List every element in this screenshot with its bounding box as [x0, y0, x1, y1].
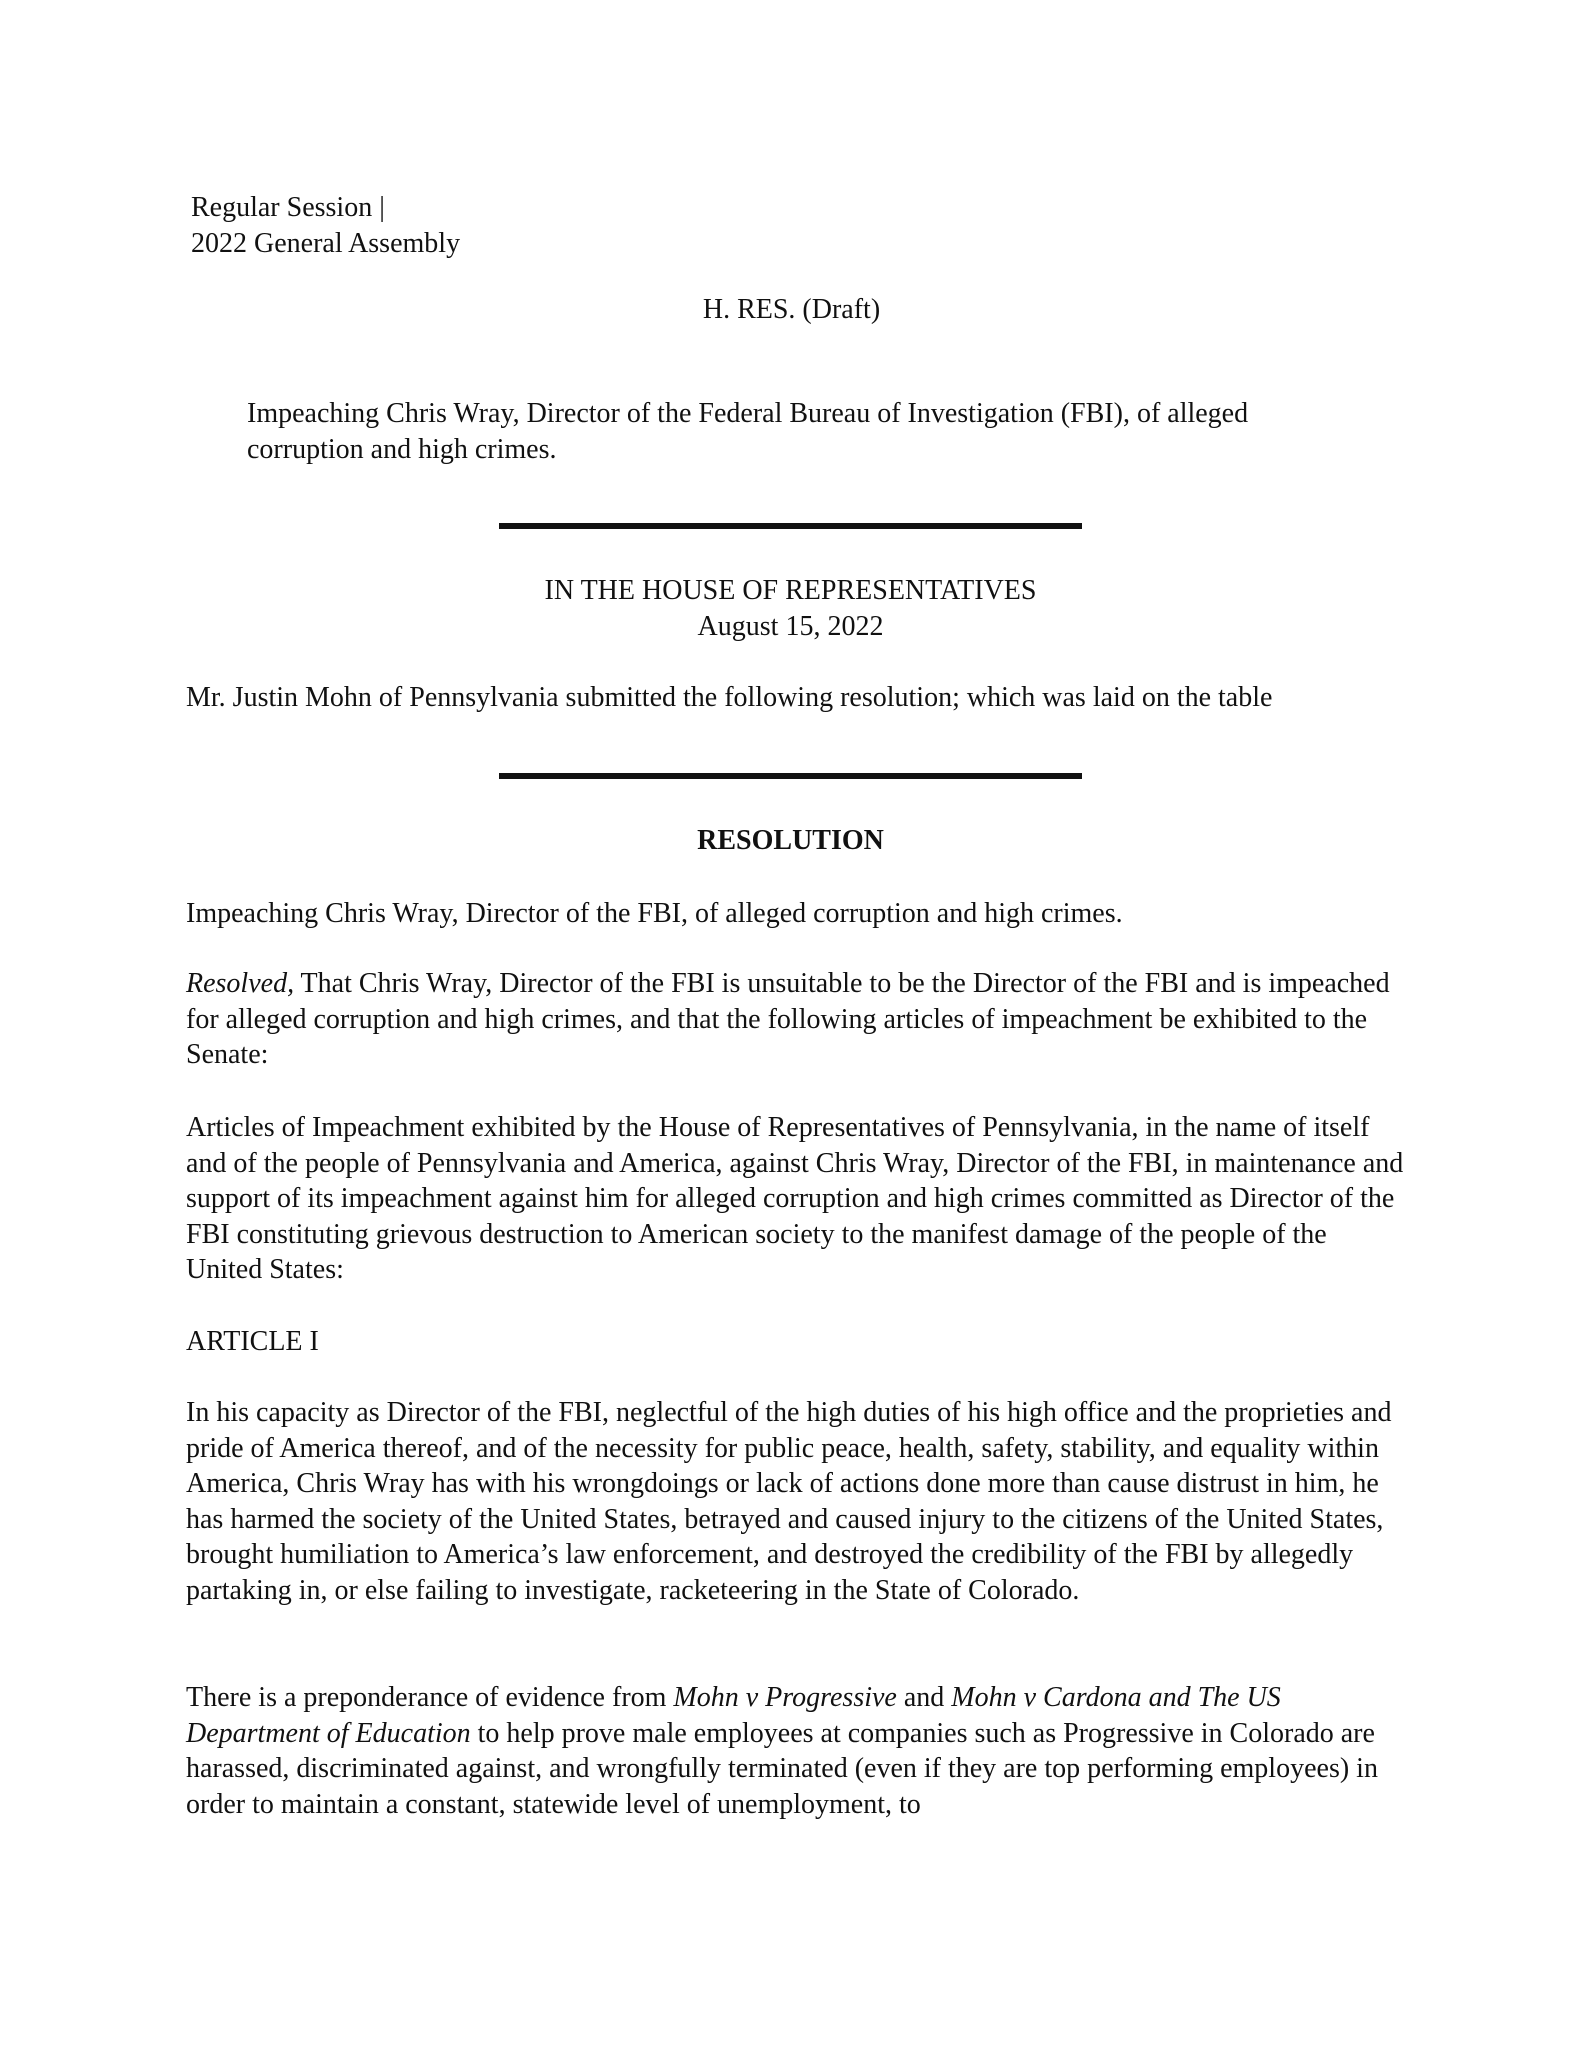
case-citation-progressive: Mohn v Progressive	[673, 1682, 897, 1713]
article-paragraph: In his capacity as Director of the FBI, neglectful of the high duties of his high office and the proprieties and pride of America thereof, and of the necessity for public peace, health, safety, stability, and equality within America, Chris Wray has with his wrongdoings or lack of actions done more than cause distrust in him, he has harmed the society of the United States, betrayed and caused injury to the citizens of the United States, brought humiliation to America’s law enforcement, and destroyed the credibility of the FBI by allegedly partaking in, or else failing to investigate, racketeering in the State of Colorado.	[186, 1397, 1392, 1606]
evidence-text-3: to help prove male employees at companies such as Progressive in Colorado are harassed, discriminated against, and wrongfully terminated (even if they are top performing employees) in order to maintain a constant, statewide level of unemployment, to	[186, 1717, 1378, 1820]
bill-number: H. RES. (Draft)	[702, 294, 881, 325]
summary-line-2: corruption and high crimes.	[247, 434, 557, 465]
evidence-text-1: There is a preponderance of evidence from	[186, 1682, 674, 1713]
resolution-title-line: Impeaching Chris Wray, Director of the FBI, of alleged corruption and high crimes.	[186, 898, 1123, 929]
summary-line-1: Impeaching Chris Wray, Director of the Federal Bureau of Investigation (FBI), of alleged	[247, 398, 1249, 429]
articles-intro: Articles of Impeachment exhibited by the House of Representatives of Pennsylvania, in the name of itself and of the people of Pennsylvania and America, against Chris Wray, Director of the FBI, in maintenance and support of its impeachment against him for alleged corruption and high crimes committed as Director of the FBI constituting grievous destruction to American society to the manifest damage of the people of the United States:	[186, 1112, 1404, 1285]
resolution-heading: RESOLUTION	[697, 825, 884, 856]
chamber-date: August 15, 2022	[697, 611, 884, 642]
divider-top	[499, 523, 1082, 529]
evidence-paragraph	[186, 1680, 1394, 1822]
resolved-text: That Chris Wray, Director of the FBI is unsuitable to be the Director of the FBI and is impeached for alleged corruption and high crimes, and that the following articles of impeachment be exhibited to the Senate:	[186, 968, 1390, 1070]
case-citation-cardona: Mohn v Cardona and The US Department of Education	[186, 1682, 1281, 1749]
sponsor-line: Mr. Justin Mohn of Pennsylvania submitted the following resolution; which was laid on the table	[186, 682, 1273, 713]
evidence-text-2: and	[896, 1682, 952, 1713]
divider-bottom	[499, 773, 1082, 779]
article-heading: ARTICLE I	[186, 1326, 319, 1357]
chamber-name: IN THE HOUSE OF REPRESENTATIVES	[544, 575, 1037, 606]
session-line-1: Regular Session |	[191, 192, 385, 223]
session-line-2: 2022 General Assembly	[191, 228, 461, 259]
resolved-clause	[186, 966, 1394, 1073]
resolved-word: Resolved,	[186, 968, 295, 999]
